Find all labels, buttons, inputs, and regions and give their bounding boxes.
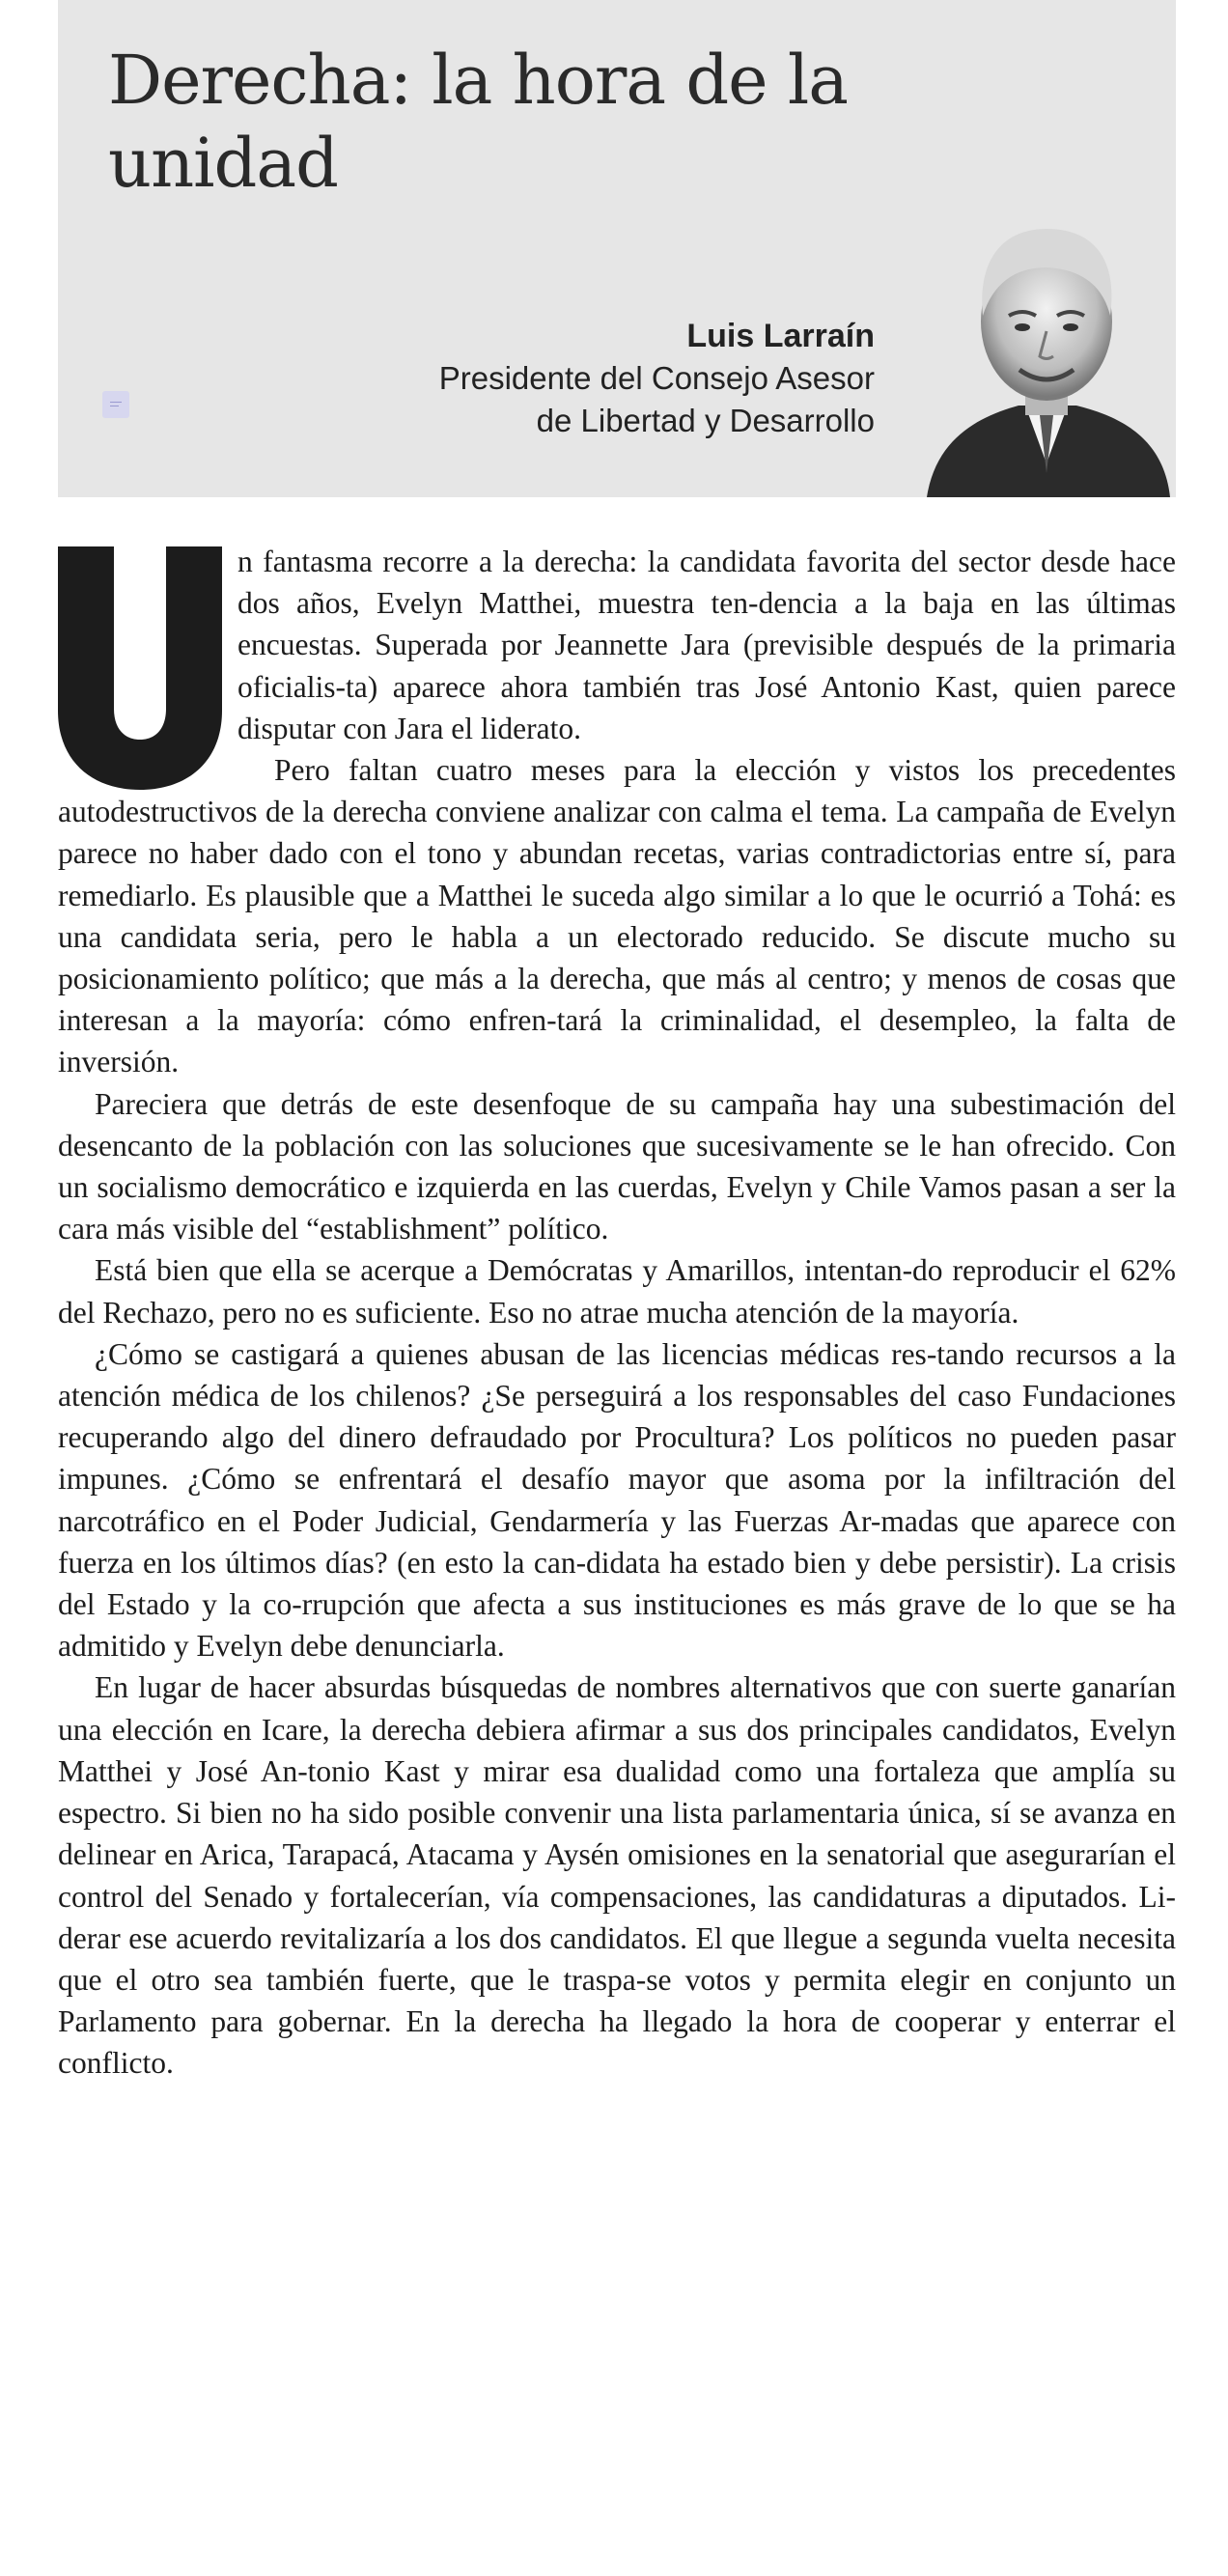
article-page <box>58 0 1176 2081</box>
author-role-line-1: Presidente del Consejo Asesor <box>438 360 875 396</box>
paragraph-6: En lugar de hacer absurdas búsquedas de nombres alternativos que con suerte ganarían una elección en Icare, la derecha debiera afirmar a sus dos principales candidatos, Evelyn Matthei y José An-tonio Kast y mirar esa dualidad como una fortaleza que amplía su espectro. Si bien no ha sido posible convenir una lista parlamentaria única, sí se avanza en delinear en Arica, Tarapacá, Atacama y Aysén omisiones en la senatorial que asegurarían el control del Senado y fortalecerían, vía compensaciones, las candidaturas a diputados. Li-derar ese acuerdo revitalizaría a los dos candidatos. El que llegue a segunda vuelta necesita que el otro sea también fuerte, que le traspa-se votos y permita elegir en conjunto un Parlamento para gobernar. En la derecha ha llegado la hora de cooperar y enterrar el conflicto. <box>58 1670 1176 2081</box>
document-icon <box>102 391 129 418</box>
byline <box>439 315 875 442</box>
article-body <box>58 541 1176 2085</box>
article-title <box>108 39 977 205</box>
paragraph-2: Pero faltan cuatro meses para la elección y vistos los precedentes autodestructivos de la derecha conviene analizar con calma el tema. La campaña de Evelyn parece no haber dado con el tono y abundan recetas, varias contradictorias entre sí, para remediarlo. Es plausible que a Matthei le suceda algo similar a lo que le ocurrió a Tohá: es una candidata seria, pero le habla a un electorado reducido. Se discute mucho su posicionamiento político; que más a la derecha, que más al centro; y menos de cosas que interesan a la mayoría: cómo enfren-tará la criminalidad, el desempleo, la falta de inversión. <box>58 753 1176 1079</box>
paragraph-5: ¿Cómo se castigará a quienes abusan de las licencias médicas res-tando recursos a la atención médica de los chilenos? ¿Se perseguirá a los responsables del caso Fundaciones recuperando algo del dinero defraudado por Procultura? Los políticos no pueden pasar impunes. ¿Cómo se enfrentará el desafío mayor que asoma por la infiltración del narcotráfico en el Poder Judicial, Gendarmería y las Fuerzas Ar-madas que aparece con fuerza en los últimos días? (en esto la can-didata ha estado bien y debe persistir). La crisis del Estado y la co-rrupción que afecta a sus instituciones es más grave de lo que se ha admitido y Evelyn debe denunciarla. <box>58 1336 1176 1664</box>
author-role-line-2: de Libertad y Desarrollo <box>536 403 875 438</box>
paragraph-3: Pareciera que detrás de este desenfoque de su campaña hay una subestimación del desencanto de la población con las soluciones que sucesivamente se le han ofrecido. Con un socialismo democrático e izquierda en las cuerdas, Evelyn y Chile Vamos pasan a ser la cara más visible del “establishment” político. <box>58 1086 1176 1246</box>
paragraph-4: Está bien que ella se acerque a Demócratas y Amarillos, intentan-do reproducir el 62% del Rechazo, pero no es suficiente. Eso no atrae mucha atención de la mayoría. <box>58 1253 1176 1330</box>
paragraph-1: n fantasma recorre a la derecha: la candidata favorita del sector desde hace dos años, Evelyn Matthei, muestra ten-dencia a la baja en las últimas encuestas. Superada por Jeannette Jara (previsible después de la primaria oficialis-ta) aparece ahora también tras José Antonio Kast, quien parece disputar con Jara el liderato. <box>237 545 1176 745</box>
article-header <box>58 0 1176 497</box>
title-line-2: unidad <box>108 124 338 203</box>
drop-cap <box>58 546 222 790</box>
title-line-1: Derecha: la hora de la <box>108 41 848 120</box>
author-portrait <box>917 208 1176 497</box>
author-name: Luis Larraín <box>686 318 875 354</box>
